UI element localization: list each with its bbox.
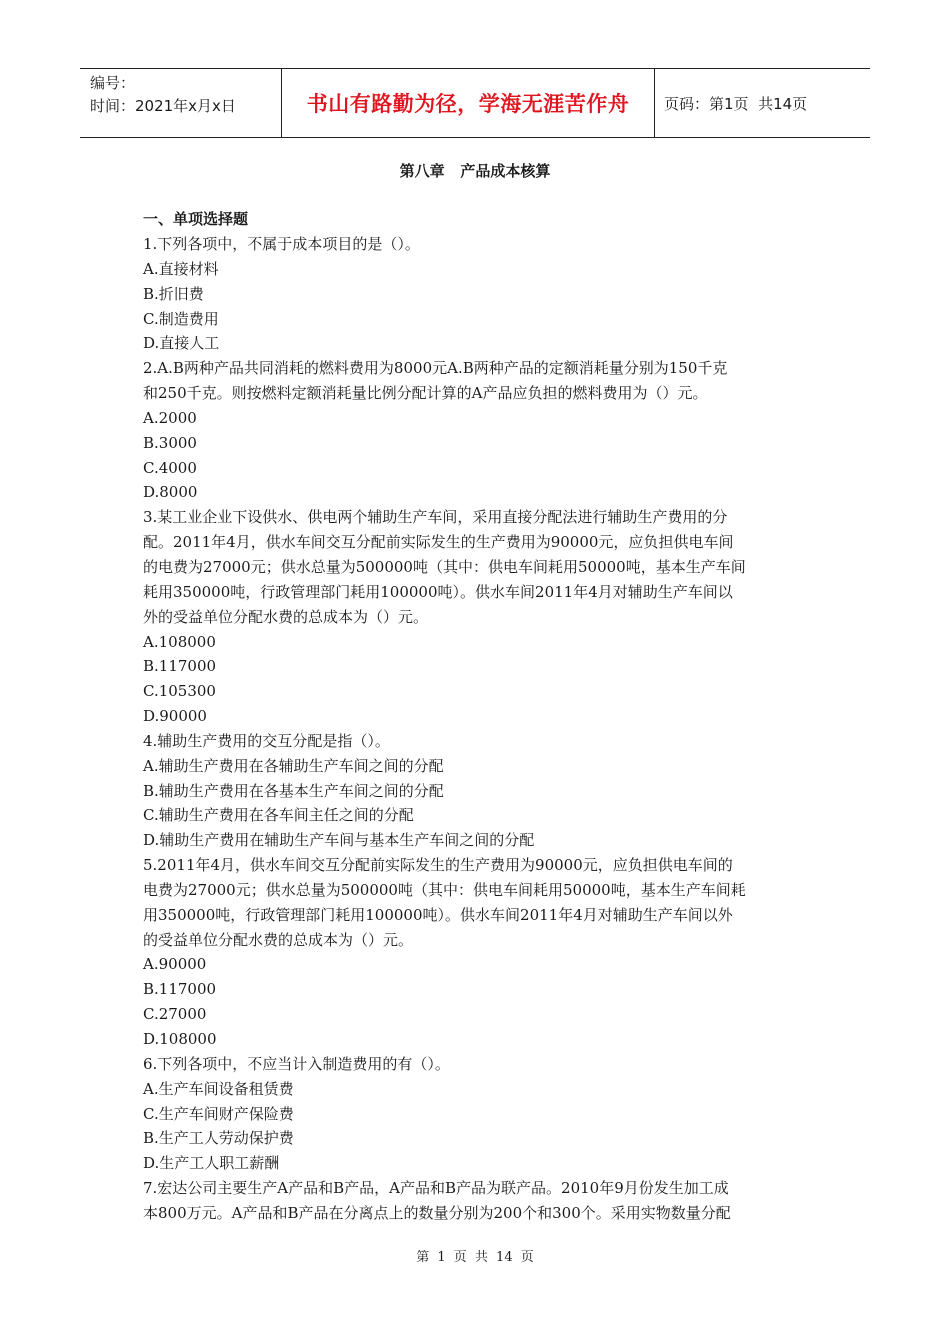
text-line: D.辅助生产费用在辅助生产车间与基本生产车间之间的分配 [143,831,535,850]
text-line: 外的受益单位分配水费的总成本为（）元。 [143,607,429,626]
text-line: C.105300 [143,682,216,701]
header-table [80,68,870,138]
text-line: 6.下列各项中，不应当计入制造费用的有（）。 [143,1054,450,1073]
text-line: 7.宏达公司主要生产A产品和B产品，A产品和B产品为联产品。2010年9月份发生加工成 [143,1179,729,1198]
text-line: 用350000吨，行政管理部门耗用100000吨）。供水车间2011年4月对辅助生产车间以外 [143,905,733,924]
motto: 书山有路勤为径，学海无涯苦作舟 [306,92,630,116]
text-line: D.108000 [143,1030,217,1048]
text-line: B.生产工人劳动保护费 [143,1129,294,1148]
text-line: D.生产工人职工薪酬 [143,1154,280,1173]
text-line: A.直接材料 [143,259,219,278]
question-list [143,232,808,1226]
text-line: C.生产车间财产保险费 [143,1104,294,1123]
text-line: A.2000 [143,408,197,427]
text-line: D.90000 [143,707,207,726]
text-line: A.108000 [143,632,216,651]
text-line: C.制造费用 [143,309,219,328]
text-line: D.8000 [143,483,198,502]
text-line: C.27000 [143,1005,207,1024]
text-line: 电费为27000元；供水总量为500000吨（其中：供电车间耗用50000吨，基本生产车间耗 [143,880,746,899]
section-title: 一、单项选择题 [143,210,249,228]
text-line: B.117000 [143,980,217,999]
text-line: B.折旧费 [143,284,204,303]
text-line: A.辅助生产费用在各辅助生产车间之间的分配 [143,756,444,775]
text-line: A.生产车间设备租赁费 [143,1079,294,1098]
header-page-cell [655,69,870,137]
text-line: B.117000 [143,657,217,676]
text-line: 的受益单位分配水费的总成本为（）元。 [143,930,414,949]
header-left-cell [80,69,282,137]
text-line: 2.A.B两种产品共同消耗的燃料费用为8000元A.B两种产品的定额消耗量分别为150千克 [143,359,728,378]
chapter-title: 第八章 产品成本核算 [399,162,551,180]
text-line: 1.下列各项中，不属于成本项目的是（）。 [143,235,420,253]
text-line: B.3000 [143,433,197,452]
document-number-label: 编号： [90,74,136,92]
text-line: A.90000 [143,955,207,974]
document-date: 时间：2021年x月x日 [90,97,236,115]
text-line: 和250千克。则按燃料定额消耗量比例分配计算的A产品应负担的燃料费用为（）元。 [143,384,708,403]
page-footer: 第 1 页 共 14 页 [416,1250,534,1265]
page-info: 页码：第1页 共14页 [664,94,808,113]
text-line: 3.某工业企业下设供水、供电两个辅助生产车间，采用直接分配法进行辅助生产费用的分 [143,508,728,527]
text-line: B.辅助生产费用在各基本生产车间之间的分配 [143,781,444,800]
text-line: 5.2011年4月，供水车间交互分配前实际发生的生产费用为90000元，应负担供电车间的 [143,856,733,875]
text-line: 耗用350000吨，行政管理部门耗用100000吨）。供水车间2011年4月对辅助生产车间以 [143,582,733,601]
text-line: C.4000 [143,458,197,477]
text-line: D.直接人工 [143,334,220,353]
header-motto-cell [282,69,655,137]
text-line: 的电费为27000元；供水总量为500000吨（其中：供电车间耗用50000吨，基本生产车间 [143,557,746,576]
text-line: 本800万元。A产品和B产品在分离点上的数量分别为200个和300个。采用实物数量分配 [143,1203,731,1222]
text-line: 4.辅助生产费用的交互分配是指（）。 [143,731,390,750]
text-line: C.辅助生产费用在各车间主任之间的分配 [143,806,414,825]
text-line: 配。2011年4月，供水车间交互分配前实际发生的生产费用为90000元，应负担供电车间 [143,533,734,552]
